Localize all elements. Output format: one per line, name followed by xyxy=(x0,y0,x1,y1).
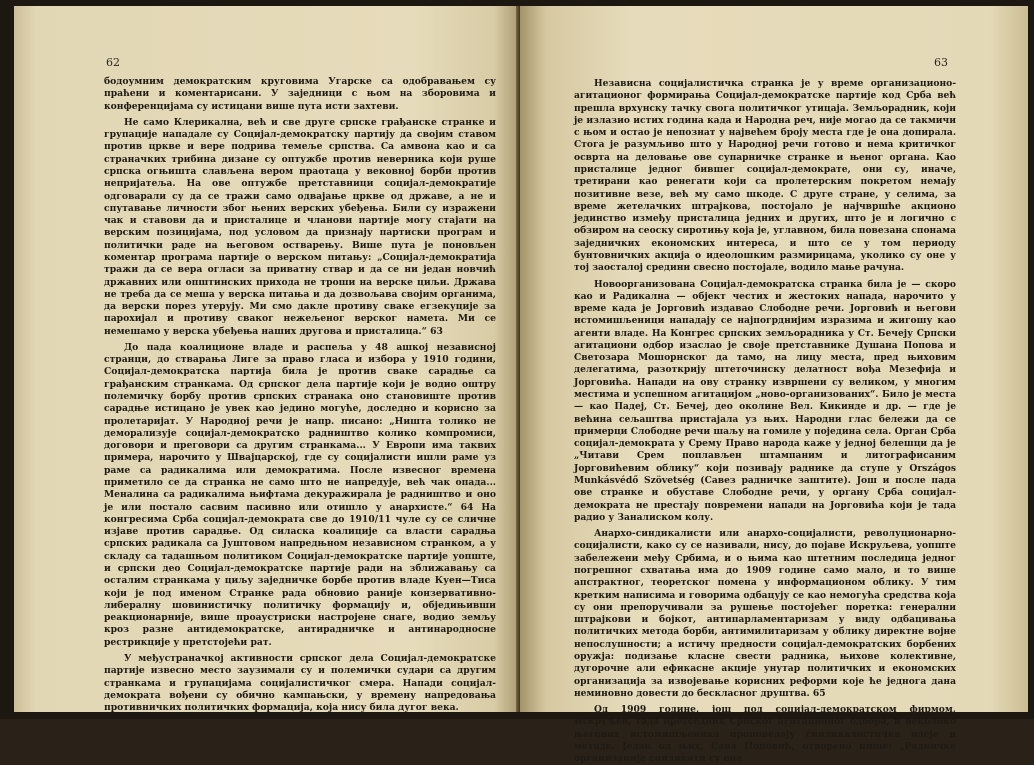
right-page xyxy=(520,6,1028,765)
page-number-right: 63 xyxy=(934,56,948,69)
paragraph: Анархо-синдикалисти или анархо-социјалисти, револуционарно-социјалисти, како су се називали, нису, до појаве Искруљева, уопште забележени међу Србима, и о њима као штетним последица једног погрешног схватања има до 1909 године само мало, и то више апстрактног, теоретског помена у информационом облику. У тим кретким написима и говорима одбацују се као немогућа средства која су они препоручивали за рушење постојећег поретка: генерални штрајкови и бојкот, антипарламентаризам у виду одбацивања политичких метода борби, антимилитаризам у облику директне војне непослушности; а истичу предности социјал-демократских борбених оружја: подизање класне свести радника, њихове колективне, дугорочне али ефикасне акције унутар политичких и економских организација за извојевање корисних реформи које ће једнога дана неминовно довести до бескласног друштва. 65 xyxy=(574,528,956,699)
left-page xyxy=(14,6,520,712)
paragraph: До пада коалиционе владе и распеља у 48 ашкој независној странци, до стварања Лиге за право гласа и избора у 1910 години, Социјал-демократска партија била је против сваке сарадње са грађанским странкама. Од српског дела партије који је водио оштру полемичку борбу против српских странака оно становиште против сарадње истицано је увек као једино могуће, доследно и корисно за пролетаријат. У Народној речи је напр. писано: „Ништа толико не деморализује социјал-демократско радништво колико компромиси, договори и преговори са другим странкама... У Европи има таквих примера, нарочито у Швајцарској, где су социјалисти ишли раме уз раме са радикалима или демократима. После извесног времена приметило се да странка не само што не напредује, већ чак опада... Меналина са радикалима њифтама декуражирала је радништво и оно је или постало сасвим пасивно или отишло у анархисте.“ 64 На конгресима Срба социјал-демократа све до 1910/11 чуле су се сличне изјаве против сарадње. Од силаска коалиције са власти сарадња српских радикала са Јуштовом напредњном независном странком, а у складу са тадашњом политиком Социјал-демократске партије уопште, и српски део Социјал-демократске партије ради на зближавању са осталим странкама у циљу заједничке борбе против владе Куен—Тиса који је под именом Странке рада обновио раније конзервативно-либералну шовинистичку политичку формацију и, обједињивши реакционарније, више проаустриски настројене снаге, водио земљу кроз разне антидемократске, антирадничке и антинародносне рестрикције у претстојећи рат. xyxy=(104,341,496,648)
paragraph: У међустраначкој активности српског дела Социјал-демократске партије извесно место заузимали су и полемички судари са другим странкама и групацијама социјалистичког смера. Напади социјал-демократа вођени су обично кампањски, у времену напредовања противничких политичких формација, која нису била дугог века. xyxy=(104,652,496,714)
page-number-left: 62 xyxy=(106,56,120,69)
paragraph: Новоорганизована Социјал-демократска странка била је — скоро као и Радикална — објект честих и жестоких напада, нарочито у време када је Јорговић издавао Слободне речи. Јорговић и његови истомишљеници нападају се најпогрднијим изразима и жигошу као агенти владе. На Конгрес српских земљорадника у Ст. Бечеју Српски агитациони одбор изаслао је своје претставнике Душана Попова и Светозара Мошорнског да тамо, на лицу места, пред њиховим делегатима, разоткрију штеточинску делатност вођа Мезефија и Јорговића. Напади на ову странку извршени су великом, у многим местима и успешном агитацијом „ново-организованих“. Било је места — као Падеј, Ст. Бечеј, део околине Вел. Кикинде и др. — где је већина сељаштва пристајала уз њих. Народни глас бележи да се примерци Слободне речи шаљу на гомиле у поједина села. Орган Срба социјал-демократа у Срему Право народа каже у једној белешци да је „Читави Срем поплављен штампаним и литографисаним Јорговићевим облику“ који позивају раднике да ступе у Országos Munkásvédő Szövetség (Савез радничке заштите). Још и после пада ове странке и обуставе Слободне речи, у органу Срба социјал-демократа не престају повремени напади на Јорговића који је тада радио у Заналиском колу. xyxy=(574,278,956,523)
left-page-text xyxy=(104,76,496,714)
paragraph: бодоумним демократским круговима Угарске са одобравањем су праћени и коментарисани. У заједници с њом на зборовима и конференцијама су истицани више пута исти захтеви. xyxy=(104,76,496,112)
right-page-text xyxy=(574,78,956,765)
paragraph: Не само Клерикална, већ и све друге српске грађанске странке и групације нападале су Социјал-демократску партију да својим ставом против цркве и вере подрива темеље српства. Са амвона као и са страначких трибина дизане су оптужбе против неверника који руше српска огњишта слављена вером праотаца у вековној борби против непријатеља. На ове оптужбе претставници социјал-демократије одговарали су да се тражи само одвајање цркве од државе, а не и спутавање личности због њених верских убеђења. Били су изражени чак и ставови да и присталице и чланови партије могу стајати на верским позицијама, под условом да признају партиски програм и политички раде на његовом остварењу. Више пута је поновљен коментар програма партије о верском питању: „Социјал-демократија тражи да се вера огласи за приватну ствар и да се ни један новчић државних или општинских прихода не троши на верске циљи. Држава не треба да се меша у верска питања и да дозвољава својим органима, да верски порез утерују. Ми смо дакле противу сваке егзекуције за парохијал и противу сваког нежељеног верског намета. Ми се немешамо у верска убеђења наших другова и присталица.“ 63 xyxy=(104,116,496,337)
paragraph: Независна социјалистичка странка је у време организационо-агитационог формирања Социјал-демократске партије код Срба већ прешла врхунску тачку свога политичког утицаја. Земљорадник, који је излазио истих година када и Народна реч, није могао да се такмичи с њом и остао је непознат у највећем броју места где је она допирала. Стога је разумљиво што у Народној речи готово и нема критичког осврта на деловање ове супарничке странке и њеног органа. Као присталице једног бившег социјал-демократе, они су, иначе, третирани као ренегати који са пролетерским покретом немају позитивне везе, већ му само шкоде. С друге стране, у селима, за време жетелачких штрајкова, постојало је најчвршће акционо јединство између присталица једних и других, што је и логично с обзиром на сеоску сиротињу која је, углавном, била повезана спонама заједничких економских интереса, и што се у том периоду бунтовничких акција о идеолошким размирицама, уколико су оне у тој заосталој средини свесно постојале, водило мање рачуна. xyxy=(574,78,956,274)
paragraph: Од 1909 године, још под социјал-демократском фирмом, Искруљев, тада претседник Српског агитационог одбора, и неколико његових истомишљеника проповедају синдикалистичке идеје и методе. Један од њих, Сава Поповић, отворено пише: „Радничке организације синдикати су она xyxy=(574,704,956,765)
